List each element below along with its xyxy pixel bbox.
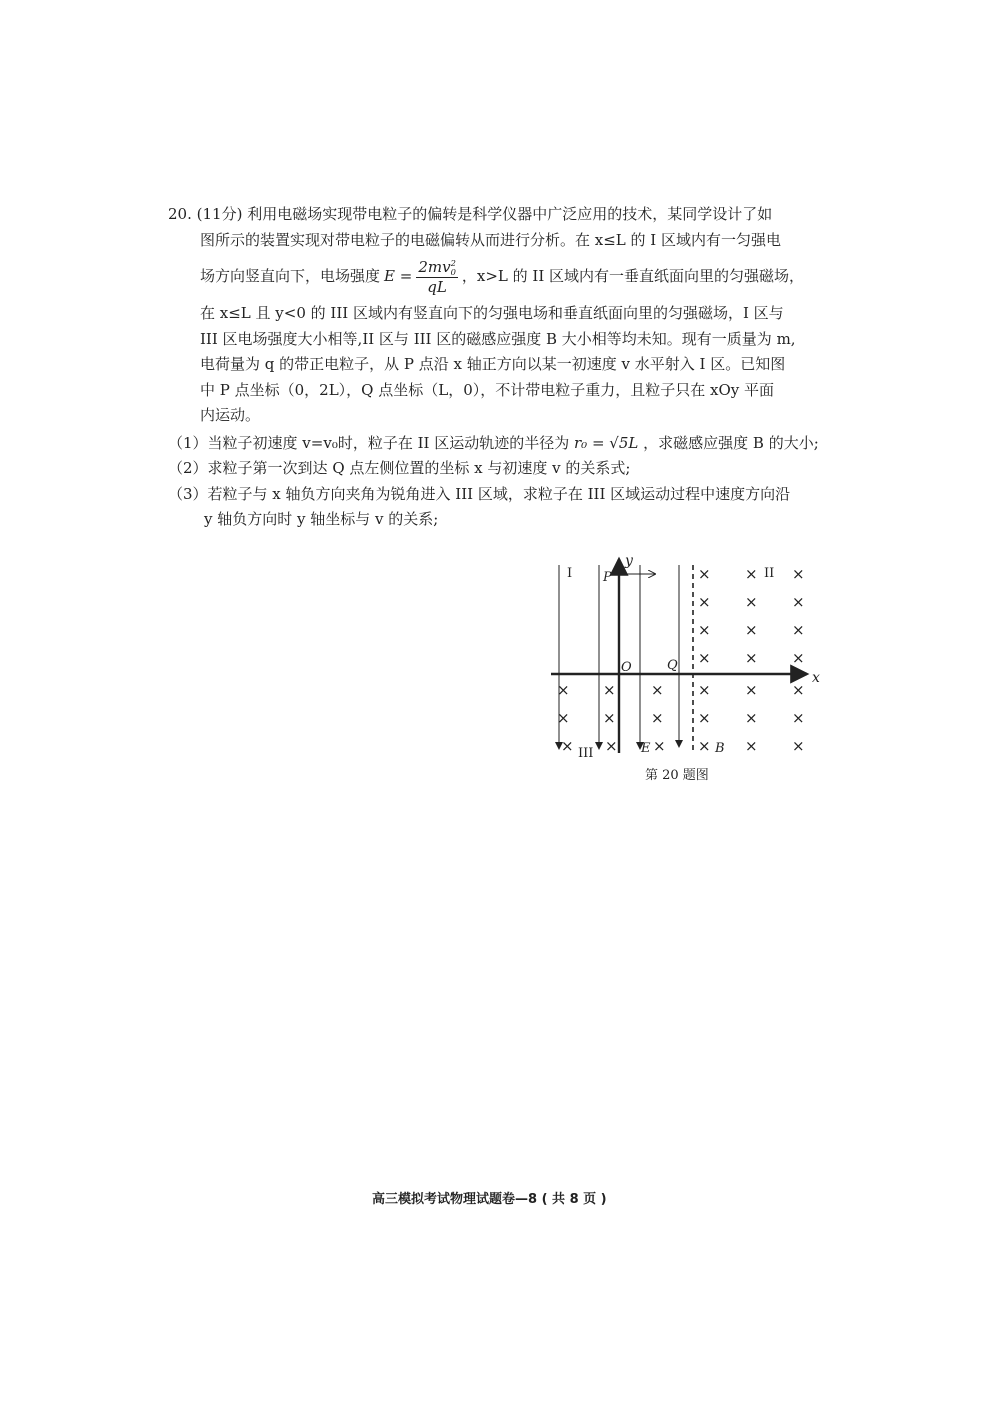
question-line-5: III 区电场强度大小相等,II 区与 III 区的磁感应强度 B 大小相等均未知。现有一质量为 m, (200, 329, 796, 348)
label-axis-y: y (625, 553, 633, 569)
label-region-1: I (567, 566, 573, 581)
svg-text:×: × (745, 709, 758, 727)
question-20 (168, 202, 828, 533)
svg-text:×: × (698, 681, 711, 699)
label-point-q: Q (667, 658, 678, 673)
subquestion-3-line-1: （3）若粒子与 x 轴负方向夹角为锐角进入 III 区域，求粒子在 III 区域运动过程中速度方向沿 (168, 484, 791, 503)
field-diagram (545, 553, 830, 783)
svg-text:×: × (603, 681, 616, 699)
svg-text:×: × (653, 737, 666, 755)
subquestion-1-text-a: （1）当粒子初速度 v=v₀时，粒子在 II 区运动轨迹的半径为 (168, 433, 570, 452)
question-line-1 (168, 202, 828, 228)
label-field-b: B (715, 741, 725, 756)
question-line-6: 电荷量为 q 的带正电粒子，从 P 点沿 x 轴正方向以某一初速度 v 水平射入 I 区。已知图 (200, 355, 786, 373)
label-field-e: E (641, 741, 651, 756)
svg-text:×: × (792, 737, 805, 755)
question-number: 20. (168, 205, 192, 223)
page-footer: 高三模拟考试物理试题卷—8 ( 共 8 页 ) (372, 1192, 607, 1207)
question-line-3 (168, 253, 828, 301)
svg-text:×: × (745, 565, 758, 583)
question-points: (11分) (196, 205, 243, 223)
formula-e-sup: 2 (450, 258, 456, 268)
svg-text:×: × (698, 621, 711, 639)
svg-text:×: × (605, 737, 618, 755)
formula-e-fraction (416, 258, 458, 296)
svg-text:×: × (745, 649, 758, 667)
svg-text:×: × (651, 709, 664, 727)
label-region-2: II (764, 566, 775, 581)
svg-text:×: × (603, 709, 616, 727)
subquestion-1-formula: r₀ = √5L (574, 433, 639, 452)
svg-text:×: × (792, 681, 805, 699)
svg-text:×: × (792, 621, 805, 639)
question-text-1: 利用电磁场实现带电粒子的偏转是科学仪器中广泛应用的技术，某同学设计了如 (247, 205, 773, 223)
formula-e-sub: 0 (450, 267, 456, 277)
question-line-7: 中 P 点坐标（0，2L），Q 点坐标（L，0），不计带电粒子重力，且粒子只在 xOy 平面 (200, 380, 775, 399)
figure-20 (545, 553, 830, 788)
question-line-4: 在 x≤L 且 y<0 的 III 区域内有竖直向下的匀强电场和垂直纸面向里的匀强磁场，I 区与 (200, 304, 784, 322)
label-region-3: III (578, 746, 594, 761)
svg-text:×: × (792, 649, 805, 667)
subquestion-2: （2）求粒子第一次到达 Q 点左侧位置的坐标 x 与初速度 v 的关系式; (168, 459, 631, 477)
question-text-3b: ，x>L 的 II 区域内有一垂直纸面向里的匀强磁场， (461, 267, 805, 286)
svg-text:×: × (557, 681, 570, 699)
svg-text:×: × (698, 709, 711, 727)
question-line-2: 图所示的装置实现对带电粒子的电磁偏转从而进行分析。在 x≤L 的 I 区域内有一匀强电 (200, 230, 781, 249)
subquestion-1 (168, 431, 828, 457)
svg-text:×: × (651, 681, 664, 699)
label-axis-x: x (812, 670, 820, 686)
label-point-p: P (603, 570, 612, 585)
question-text-3a: 场方向竖直向下，电场强度 (200, 267, 381, 286)
svg-text:×: × (792, 709, 805, 727)
svg-text:×: × (792, 593, 805, 611)
formula-e-denominator: qL (427, 278, 447, 296)
svg-text:×: × (745, 621, 758, 639)
question-line-8: 内运动。 (200, 406, 261, 424)
svg-text:×: × (745, 737, 758, 755)
svg-text:×: × (557, 709, 570, 727)
subquestion-3-line-2: y 轴负方向时 y 轴坐标与 v 的关系; (204, 510, 439, 528)
label-origin: O (621, 660, 632, 675)
figure-caption: 第 20 题图 (645, 768, 709, 783)
formula-e-lhs: E = (384, 267, 413, 286)
svg-text:×: × (698, 649, 711, 667)
svg-text:×: × (561, 737, 574, 755)
svg-text:×: × (745, 593, 758, 611)
subquestion-1-text-b: ，求磁感应强度 B 的大小; (643, 433, 819, 452)
b-field-crosses (557, 565, 805, 755)
svg-text:×: × (745, 681, 758, 699)
formula-e-numerator: 2mv 2 0 (418, 258, 456, 277)
svg-text:×: × (792, 565, 805, 583)
svg-text:×: × (698, 565, 711, 583)
svg-text:×: × (698, 593, 711, 611)
svg-text:×: × (698, 737, 711, 755)
